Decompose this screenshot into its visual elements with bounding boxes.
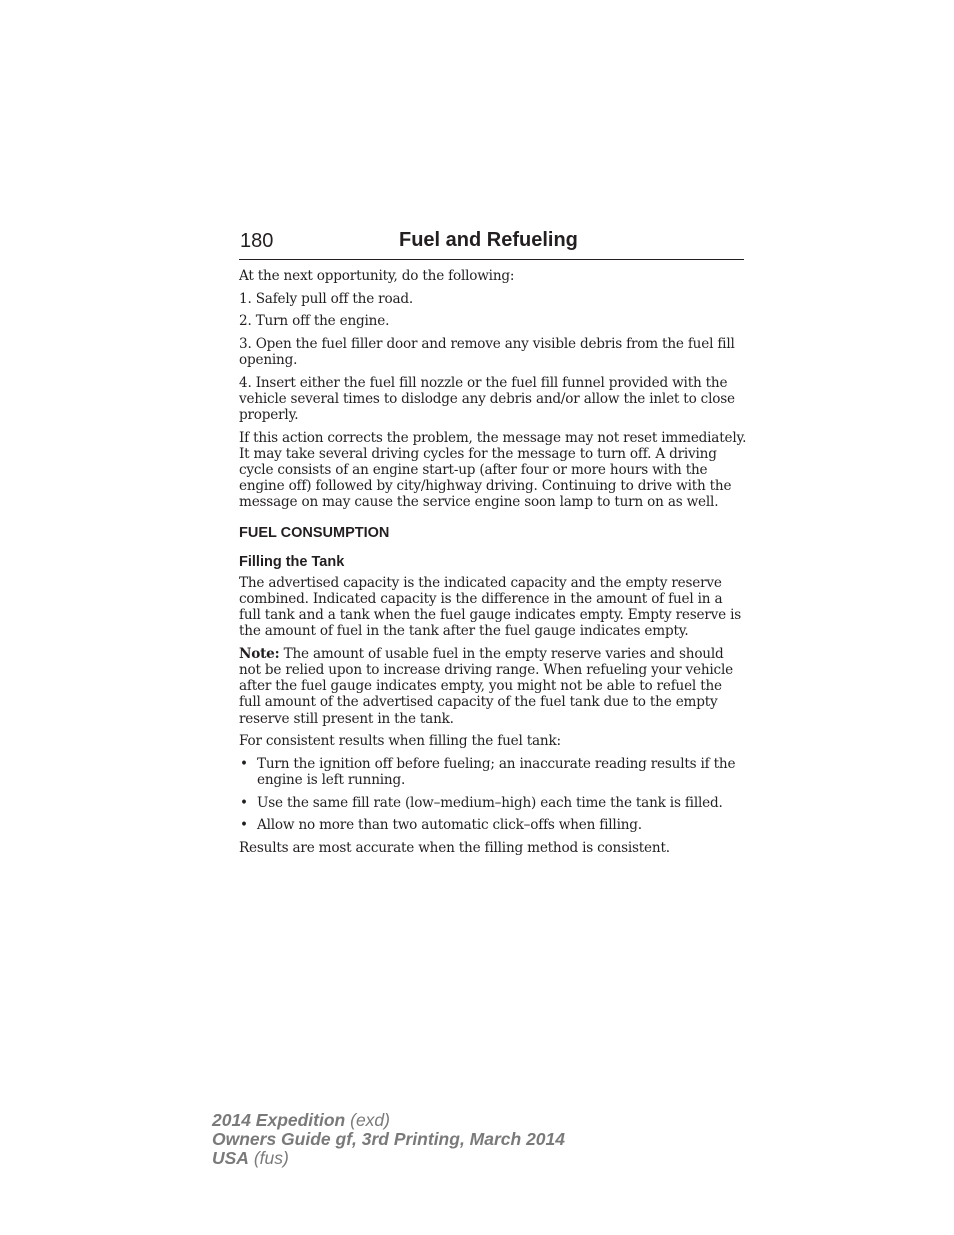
page-header: [239, 228, 744, 260]
step-2: 2. Turn off the engine.: [239, 313, 390, 330]
filling-the-tank-heading: Filling the Tank: [239, 553, 345, 570]
list-item: • Allow no more than two automatic click–offs when filling.: [240, 817, 642, 834]
bullet-icon: •: [240, 817, 248, 834]
fueling-tips-list: [239, 756, 747, 834]
fuel-consumption-heading: FUEL CONSUMPTION: [239, 524, 390, 541]
footer-guide-line: Owners Guide gf, 3rd Printing, March 2014: [212, 1129, 565, 1149]
list-item: • Use the same fill rate (low–medium–high) each time the tank is filled.: [240, 794, 723, 811]
note-text: The amount of usable fuel in the empty reserve varies and should not be relied upon to increase driving range. When refueling your vehicle after the fuel gauge indicates empty, you might not be able to refuel the full amount of the advertised capacity of the fuel tank due to the empty reserve still present in the tank.: [239, 645, 733, 727]
intro-text: At the next opportunity, do the following:: [239, 268, 515, 284]
page-content: [239, 268, 747, 862]
section-title: Fuel and Refueling: [399, 229, 578, 251]
note-label: Note:: [239, 645, 280, 662]
step-4: 4. Insert either the fuel fill nozzle or the fuel fill funnel provided with the vehicle several times to dislodge any debris and/or allow the inlet to close properly.: [239, 374, 735, 423]
list-item: • Turn the ignition off before fueling; an inaccurate reading results if the engine is left running.: [240, 755, 736, 788]
bullet-icon: •: [240, 794, 248, 811]
followup-paragraph: If this action corrects the problem, the message may not reset immediately. It may take several driving cycles for the message to turn off. A driving cycle consists of an engine start-up (after four or more hours with the engine off) followed by city/highway driving. Continuing to drive with the message on may cause the service engine soon lamp to turn on as well.: [239, 429, 747, 511]
step-1: 1. Safely pull off the road.: [239, 290, 413, 307]
capacity-paragraph: The advertised capacity is the indicated capacity and the empty reserve combined. Indicated capacity is the difference in the amount of fuel in a full tank and a tank when the fuel gauge indicates empty. Empty reserve is the amount of fuel in the tank after the fuel gauge indicates empty.: [239, 574, 741, 640]
closing-paragraph: Results are most accurate when the filling method is consistent.: [239, 839, 670, 856]
page-footer: [212, 1111, 565, 1168]
note-paragraph: [239, 646, 747, 727]
bullet-icon: •: [240, 755, 248, 772]
footer-model-line: 2014 Expedition (exd): [212, 1110, 390, 1130]
step-3: 3. Open the fuel filler door and remove any visible debris from the fuel fill opening.: [239, 335, 735, 368]
consistent-intro: For consistent results when filling the fuel tank:: [239, 733, 561, 750]
page-number: 180: [240, 230, 274, 252]
footer-region-line: USA (fus): [212, 1148, 289, 1168]
